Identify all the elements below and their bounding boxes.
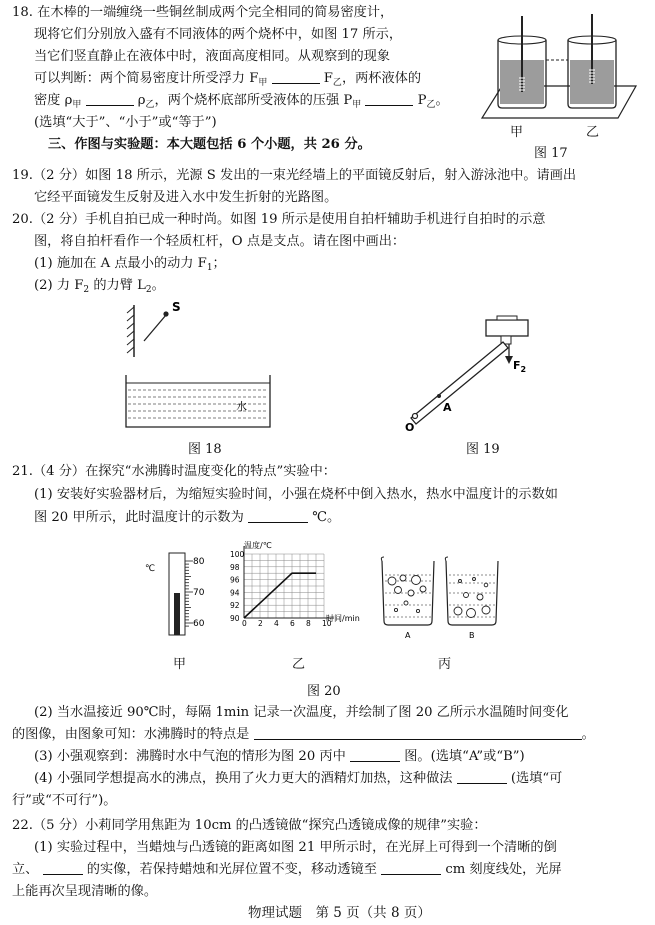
q21-para-2-line-2: 的图像，由图象可知：水沸腾时的特点是 。 xyxy=(12,727,595,742)
figure-19 xyxy=(405,314,545,434)
q20-line-2: 图，将自拍杆看作一个轻质杠杆，O 点是支点。请在图中画出： xyxy=(34,234,406,249)
q21-blank-feasibility[interactable] xyxy=(457,769,507,784)
chart-x-tick-label: 8 xyxy=(306,619,311,628)
fig20-label-yi: 乙 xyxy=(292,657,306,672)
chart-x-tick-label: 4 xyxy=(274,619,279,628)
fig19-label-a: A xyxy=(443,401,452,414)
fig19-pivot-o xyxy=(413,414,418,419)
q22-line-4: 上能再次呈现清晰的像。 xyxy=(12,884,158,899)
q22-line-2: (1) 实验过程中，当蜡烛与凸透镜的距离如图 21 甲所示时，在光屏上可得到一个清晰的倒 xyxy=(34,840,557,855)
fig20-thermo-tick-70: 70 xyxy=(193,588,205,598)
fig20-thermo-tick-60: 60 xyxy=(193,619,205,629)
fig19-selfie-stick xyxy=(411,342,508,424)
section-3-heading: 三、作图与实验题：本大题包括 6 个小题，共 26 分。 xyxy=(48,137,371,152)
q19-line-1: 19.（2 分）如图 18 所示，光源 S 发出的一束光经墙上的平面镜反射后，射入游泳池中。请画出 xyxy=(12,168,577,183)
figure-18 xyxy=(120,295,280,435)
fig20-beaker-b xyxy=(445,557,498,625)
fig20-thermo-column xyxy=(174,593,180,635)
chart-y-tick-label: 94 xyxy=(230,588,240,598)
q21-blank-thermometer[interactable] xyxy=(248,508,308,523)
q18-line-6: (选填“大于”、“小于”或“等于”) xyxy=(34,115,217,130)
fig20-thermo-tick-80: 80 xyxy=(193,557,205,567)
q21-para-2-line-1: (2) 当水温接近 90℃时，每隔 1min 记录一次温度，并绘制了图 20 乙所示水温随时间变化 xyxy=(34,705,569,720)
q18-blank-buoyancy[interactable] xyxy=(272,69,320,84)
q18-blank-pressure[interactable] xyxy=(365,91,413,106)
chart-x-tick-label: 0 xyxy=(242,619,247,628)
q18-line-3: 当它们竖直静止在液体中时，液面高度相同。从观察到的现象 xyxy=(34,49,391,64)
q18-blank-density[interactable] xyxy=(86,91,134,106)
fig18-caption: 图 18 xyxy=(188,442,222,457)
q21-para-4-line-1: (4) 小强同学想提高水的沸点，换用了火力更大的酒精灯加热，这种做法 (选填“可 xyxy=(34,771,563,786)
fig17-label-jia: 甲 xyxy=(510,125,524,140)
fig18-light-ray xyxy=(144,315,166,341)
q18-line-5: 密度 $\rho_甲$ $\rho_乙$，两个烧杯底部所受液体的压强 $P_甲$ $P_乙$。 xyxy=(34,93,449,110)
chart-y-tick-label: 96 xyxy=(230,575,240,585)
q18-line-2: 现将它们分别放入盛有不同液体的两个烧杯中，如图 17 所示， xyxy=(34,27,403,42)
figure-17 xyxy=(478,8,638,148)
q20-line-4: (2) 力 $F_2$ 的力臂 $L_2$。 xyxy=(34,278,165,295)
q21-blank-boiling-feature[interactable] xyxy=(254,725,582,740)
fig20-chart xyxy=(228,542,368,632)
q18-line-1: 18. 在木棒的一端缠绕一些铜丝制成两个完全相同的简易密度计， xyxy=(12,5,394,20)
fig17-label-yi: 乙 xyxy=(586,125,600,140)
fig19-point-a xyxy=(437,394,441,398)
fig18-label-water: 水 xyxy=(236,400,247,413)
fig18-source-s xyxy=(163,311,168,316)
chart-y-tick-label: 92 xyxy=(230,601,240,611)
chart-y-tick-label: 98 xyxy=(230,562,240,572)
fig20-chart-series xyxy=(244,573,316,618)
fig20-label-bing: 丙 xyxy=(438,657,452,672)
q21-blank-bubble-figure[interactable] xyxy=(350,747,400,762)
q21-para-4-line-2: 行”或“不可行”)。 xyxy=(12,793,117,808)
chart-x-tick-label: 2 xyxy=(258,619,263,628)
chart-y-tick-label: 100 xyxy=(230,550,245,559)
fig20-thermo-unit: ℃ xyxy=(145,564,156,574)
fig20-thermometer xyxy=(145,553,225,643)
q22-line-1: 22.（5 分）小莉同学用焦距为 10cm 的凸透镜做“探究凸透镜成像的规律”实验： xyxy=(12,818,487,833)
fig18-label-s: S xyxy=(172,300,181,314)
fig17-caption: 图 17 xyxy=(534,146,568,161)
fig19-label-f2: $F_2$ xyxy=(513,359,527,374)
page-footer: 物理试题 第 5 页（共 8 页） xyxy=(248,905,431,921)
fig19-phone-clamp xyxy=(486,320,528,336)
q20-line-1: 20.（2 分）手机自拍已成一种时尚。如图 19 所示是使用自拍杆辅助手机进行自拍时的示意 xyxy=(12,212,546,227)
fig19-caption: 图 19 xyxy=(466,442,500,457)
q22-blank-lens-position[interactable] xyxy=(381,860,441,875)
q21-para-3: (3) 小强观察到：沸腾时水中气泡的情形为图 20 丙中 图。(选填“A”或“B”) xyxy=(34,749,525,764)
fig20-chart-ylabel: 温度/℃ xyxy=(244,541,272,550)
q18-line-4: 可以判断：两个简易密度计所受浮力 $F_甲$ $F_乙$，两杯液体的 xyxy=(34,71,422,88)
q19-line-2: 它经平面镜发生反射及进入水中发生折射的光路图。 xyxy=(34,190,338,205)
q22-blank-image-size[interactable] xyxy=(43,860,83,875)
fig20-label-jia: 甲 xyxy=(173,657,187,672)
chart-y-tick-label: 90 xyxy=(230,614,240,623)
q20-line-3: (1) 施加在 A 点最小的动力 $F_1$； xyxy=(34,256,226,273)
chart-x-tick-label: 6 xyxy=(290,619,295,628)
q21-line-1: 21.（4 分）在探究“水沸腾时温度变化的特点”实验中： xyxy=(12,464,336,479)
fig20-beaker-a xyxy=(381,557,434,625)
q22-line-3: 立、 的实像，若保持蜡烛和光屏位置不变，移动透镜至 cm 刻度线处，光屏 xyxy=(12,862,562,877)
fig19-label-o: O xyxy=(405,421,415,434)
fig20-beaker-a-label: A xyxy=(405,631,411,640)
fig20-beakers xyxy=(378,553,518,643)
q21-line-3: 图 20 甲所示，此时温度计的示数为 ℃。 xyxy=(34,510,341,525)
fig20-chart-xlabel: 时间/min xyxy=(326,614,360,623)
q21-line-2: (1) 安装好实验器材后，为缩短实验时间，小强在烧杯中倒入热水，热水中温度计的示数如 xyxy=(34,487,558,502)
fig20-caption: 图 20 xyxy=(307,684,341,699)
chart-x-tick-label: 10 xyxy=(322,619,332,628)
fig20-beaker-b-label: B xyxy=(469,631,475,640)
